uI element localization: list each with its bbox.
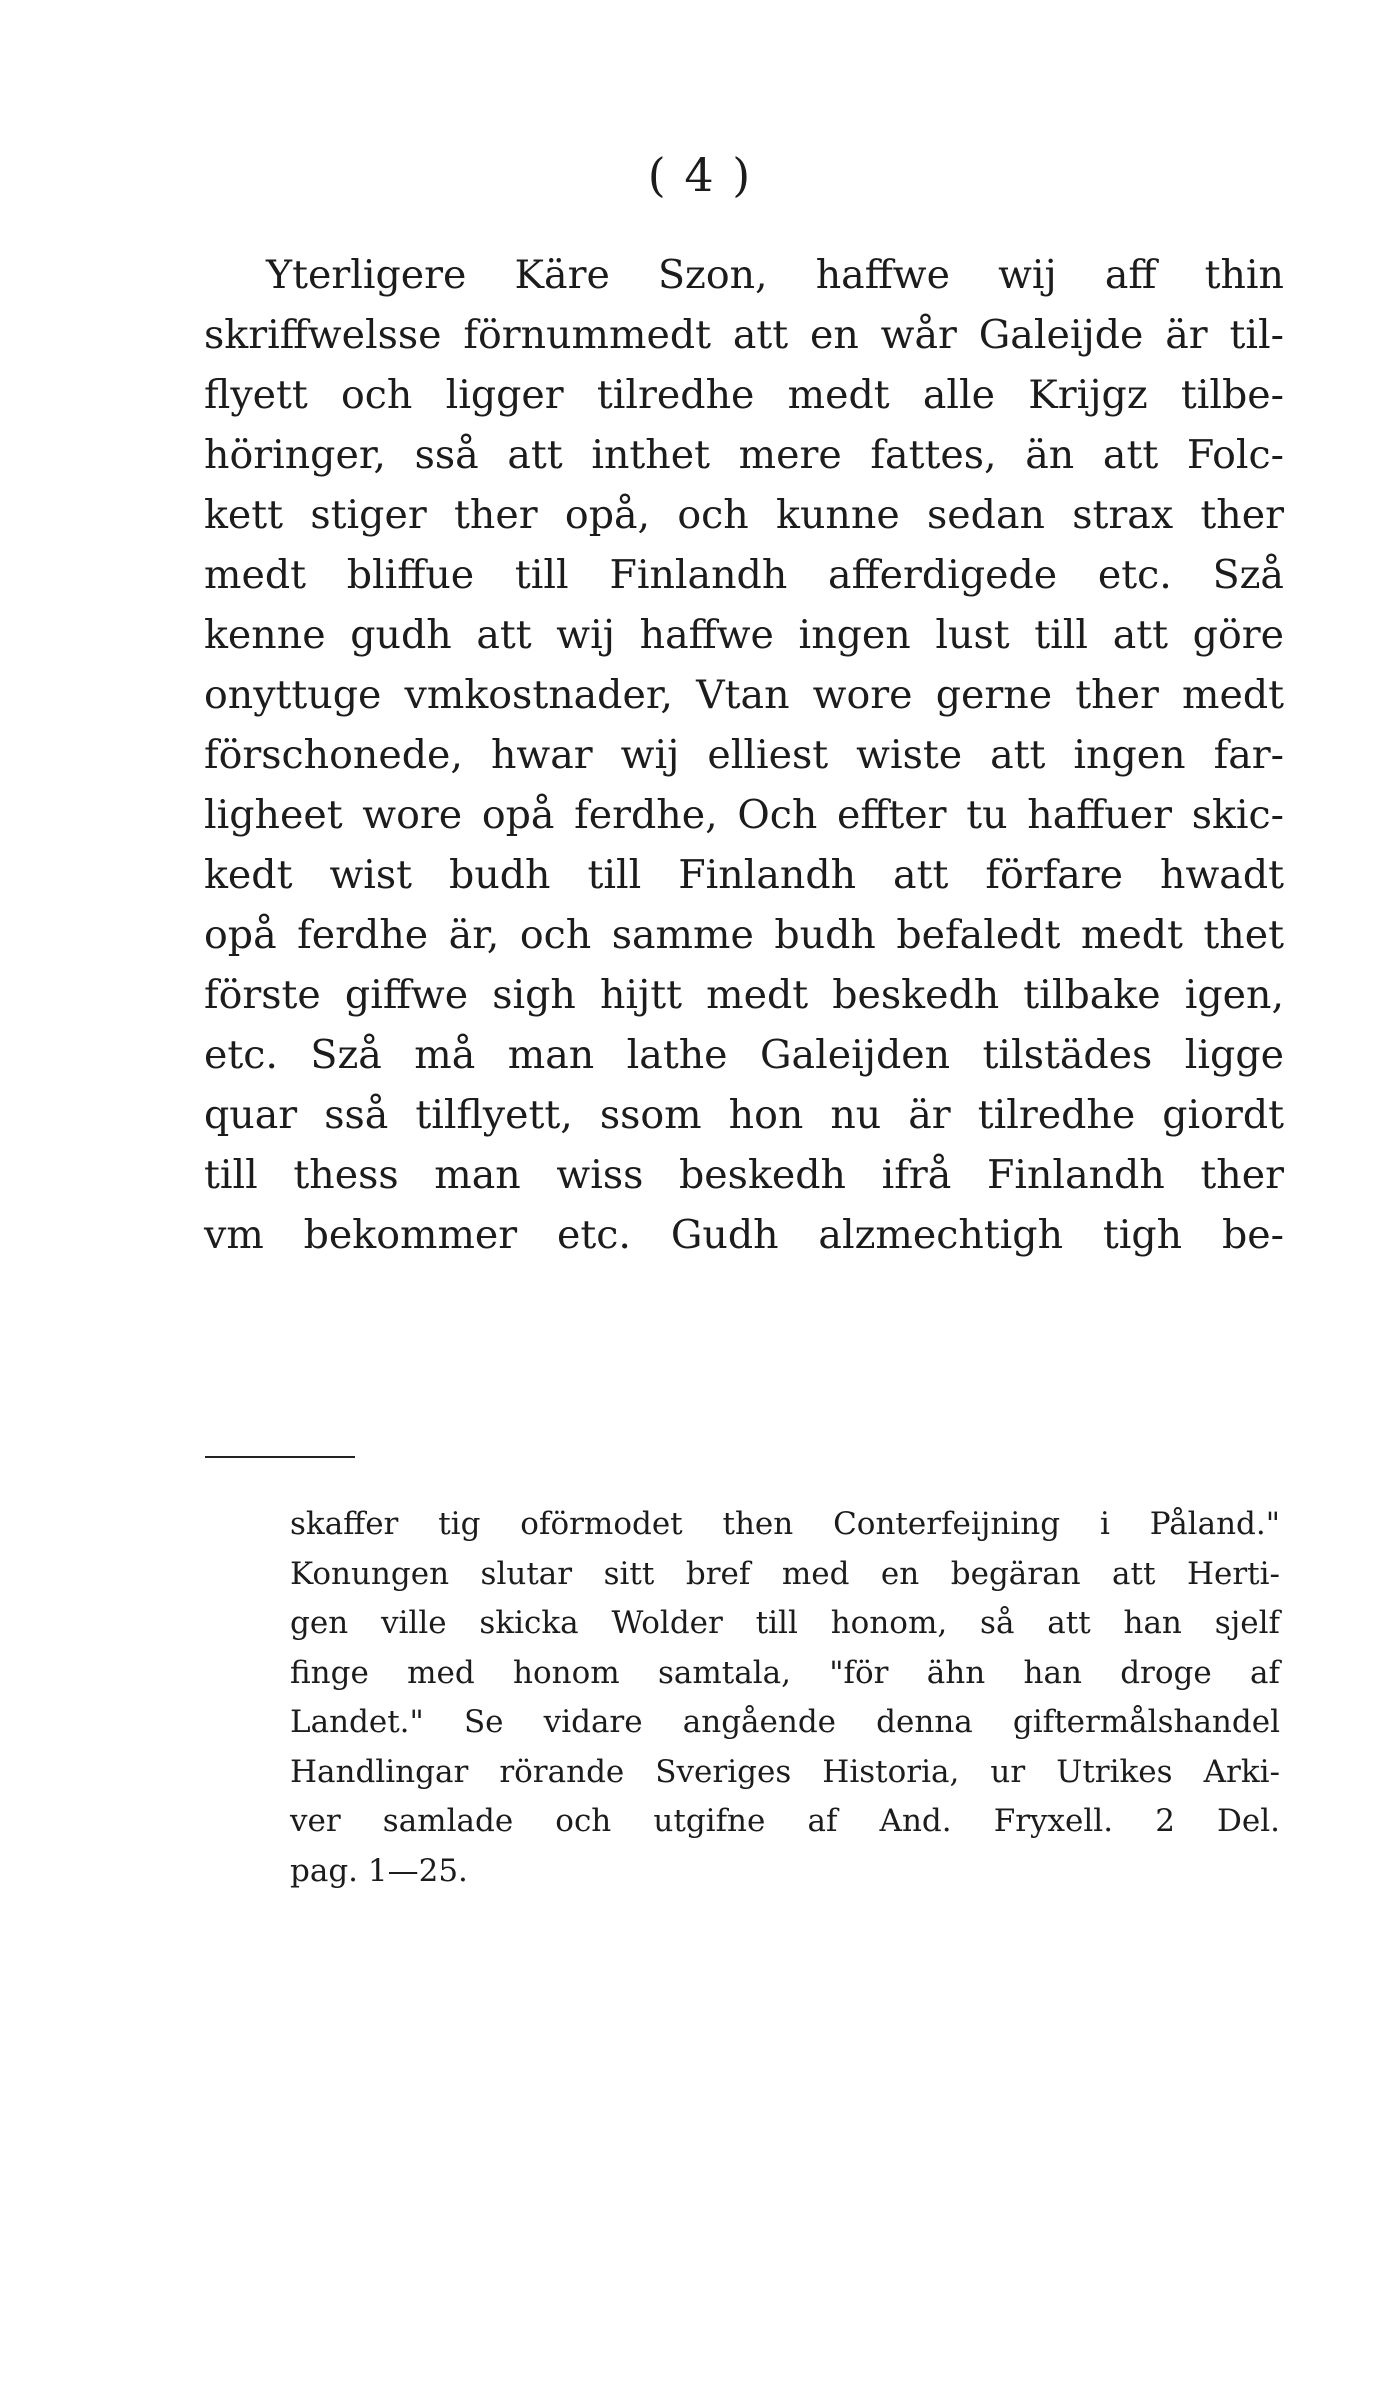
text-line: medt bliffue till Finlandh afferdigede etc. Szå <box>204 552 1284 598</box>
footnote-line: Handlingar rörande Sveriges Historia, ur Utrikes Arki- <box>290 1753 1280 1790</box>
text-line: kett stiger ther opå, och kunne sedan strax ther <box>204 492 1284 538</box>
text-line: opå ferdhe är, och samme budh befaledt medt thet <box>204 912 1284 958</box>
text-line: flyett och ligger tilredhe medt alle Krijgz tilbe- <box>204 372 1284 418</box>
text-line: förste giffwe sigh hijtt medt beskedh tilbake igen, <box>204 972 1284 1018</box>
text-line: till thess man wiss beskedh ifrå Finlandh ther <box>204 1152 1284 1198</box>
footnote-line: skaffer tig oförmodet then Conterfeijning i Påland." <box>290 1506 1280 1542</box>
text-line: förschonede, hwar wij elliest wiste att ingen far- <box>204 732 1284 778</box>
main-text <box>204 245 1284 1265</box>
footnote-line: Konungen slutar sitt bref med en begäran att Herti- <box>290 1555 1280 1592</box>
page-number: ( 4 ) <box>647 148 753 202</box>
text-line: onyttuge vmkostnader, Vtan wore gerne ther medt <box>204 672 1284 718</box>
text-line: etc. Szå må man lathe Galeijden tilstädes ligge <box>204 1032 1284 1078</box>
text-line: vm bekommer etc. Gudh alzmechtigh tigh be- <box>204 1212 1284 1258</box>
footnote-line: finge med honom samtala, "för ähn han droge af <box>290 1654 1280 1691</box>
footnote-line: ver samlade och utgifne af And. Fryxell. 2 Del. <box>290 1803 1280 1839</box>
text-line: skriffwelsse förnummedt att en wår Galeijde är til- <box>204 312 1284 358</box>
footnote <box>290 1500 1280 1896</box>
text-line: Yterligere Käre Szon, haffwe wij aff thin <box>266 252 1284 298</box>
text-line: ligheet wore opå ferdhe, Och effter tu haffuer skic- <box>204 792 1284 838</box>
footnote-line: Landet." Se vidare angående denna giftermålshandel <box>290 1704 1280 1740</box>
footnote-line: pag. 1—25. <box>290 1852 468 1889</box>
text-line: höringer, sså att inthet mere fattes, än att Folc- <box>204 432 1284 478</box>
footnote-divider <box>205 1456 355 1458</box>
text-line: kedt wist budh till Finlandh att förfare hwadt <box>204 852 1284 898</box>
text-line: quar sså tilflyett, ssom hon nu är tilredhe giordt <box>204 1092 1284 1138</box>
footnote-line: gen ville skicka Wolder till honom, så att han sjelf <box>290 1605 1280 1641</box>
text-line: kenne gudh att wij haffwe ingen lust till att göre <box>204 612 1284 658</box>
